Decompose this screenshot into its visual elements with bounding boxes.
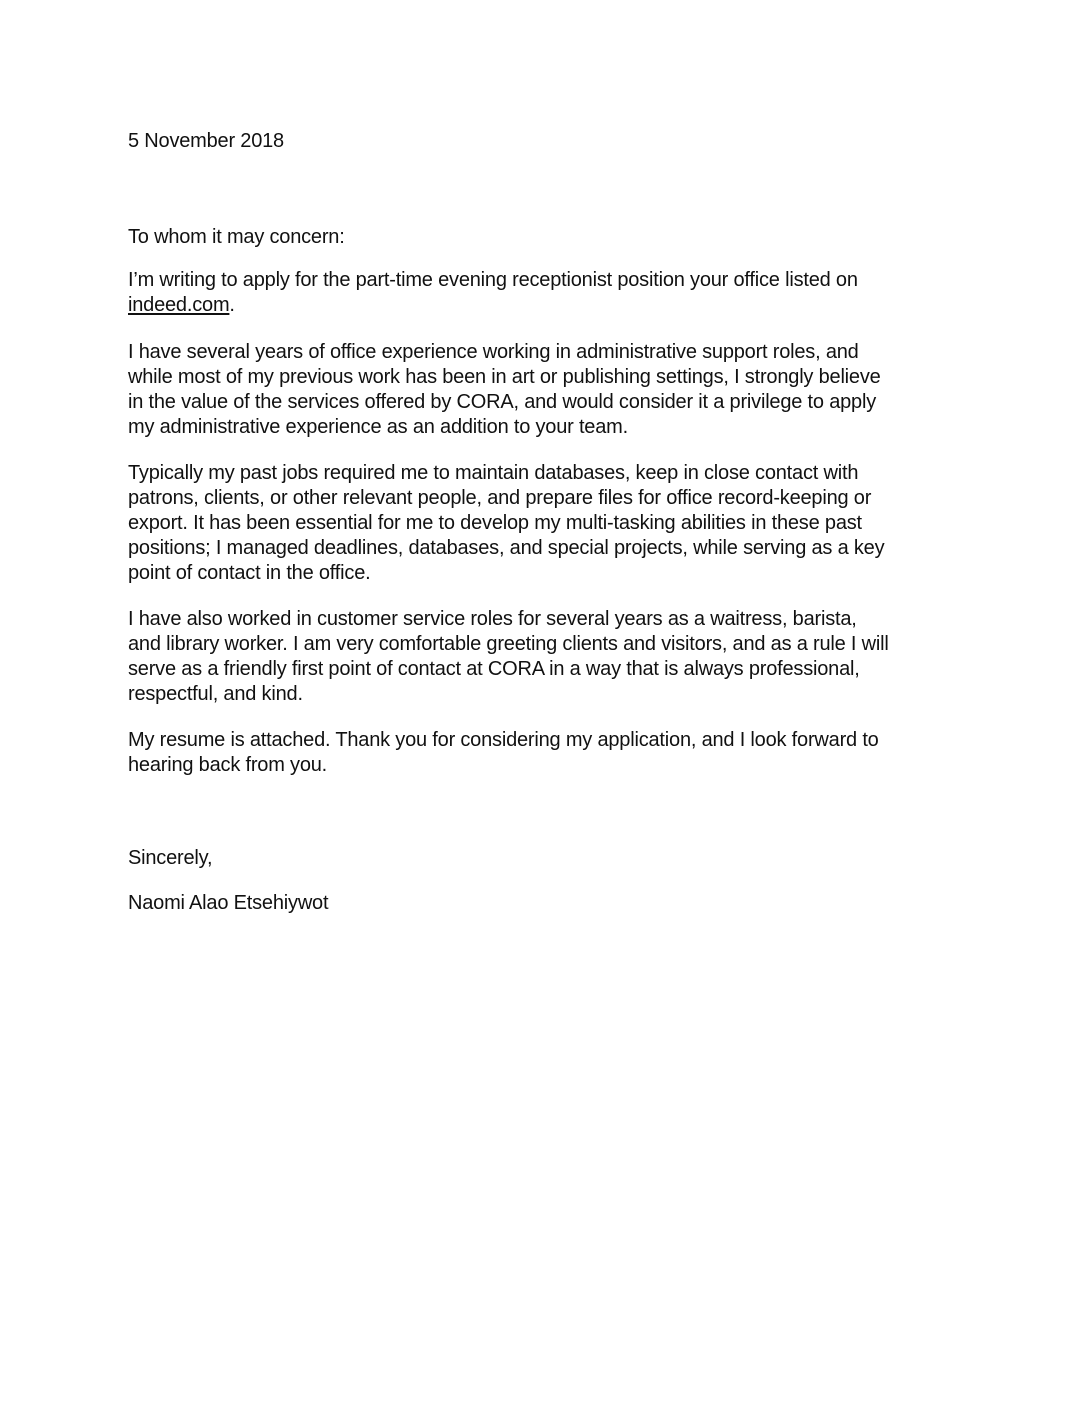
paragraph-line: export. It has been essential for me to develop my multi-tasking abilities in these past bbox=[128, 512, 862, 534]
indeed-link[interactable]: indeed.com bbox=[128, 294, 230, 316]
closing: Sincerely, bbox=[128, 847, 213, 869]
paragraph-line: Typically my past jobs required me to maintain databases, keep in close contact with bbox=[128, 462, 859, 484]
paragraph-line: I have several years of office experience working in administrative support roles, and bbox=[128, 341, 859, 363]
paragraph-line: my administrative experience as an addition to your team. bbox=[128, 416, 628, 438]
paragraph-line: patrons, clients, or other relevant people, and prepare files for office record-keeping or bbox=[128, 487, 872, 509]
paragraph-line: positions; I managed deadlines, databases, and special projects, while serving as a key bbox=[128, 537, 885, 559]
paragraph-line bbox=[128, 293, 235, 317]
link-suffix: . bbox=[229, 294, 235, 316]
salutation: To whom it may concern: bbox=[128, 226, 345, 248]
paragraph-line: and library worker. I am very comfortable greeting clients and visitors, and as a rule I will bbox=[128, 633, 889, 655]
paragraph-line: serve as a friendly first point of contact at CORA in a way that is always professional, bbox=[128, 658, 860, 680]
paragraph-line: My resume is attached. Thank you for considering my application, and I look forward to bbox=[128, 729, 879, 751]
paragraph-line: I’m writing to apply for the part-time evening receptionist position your office listed on bbox=[128, 269, 858, 291]
signature: Naomi Alao Etsehiywot bbox=[128, 892, 329, 914]
paragraph-line: in the value of the services offered by CORA, and would consider it a privilege to apply bbox=[128, 391, 877, 413]
letter-date: 5 November 2018 bbox=[128, 130, 284, 152]
paragraph-line: point of contact in the office. bbox=[128, 562, 371, 584]
paragraph-line: while most of my previous work has been in art or publishing settings, I strongly believe bbox=[128, 366, 881, 388]
paragraph-line: hearing back from you. bbox=[128, 754, 328, 776]
paragraph-line: I have also worked in customer service roles for several years as a waitress, barista, bbox=[128, 608, 857, 630]
paragraph-line: respectful, and kind. bbox=[128, 683, 303, 705]
